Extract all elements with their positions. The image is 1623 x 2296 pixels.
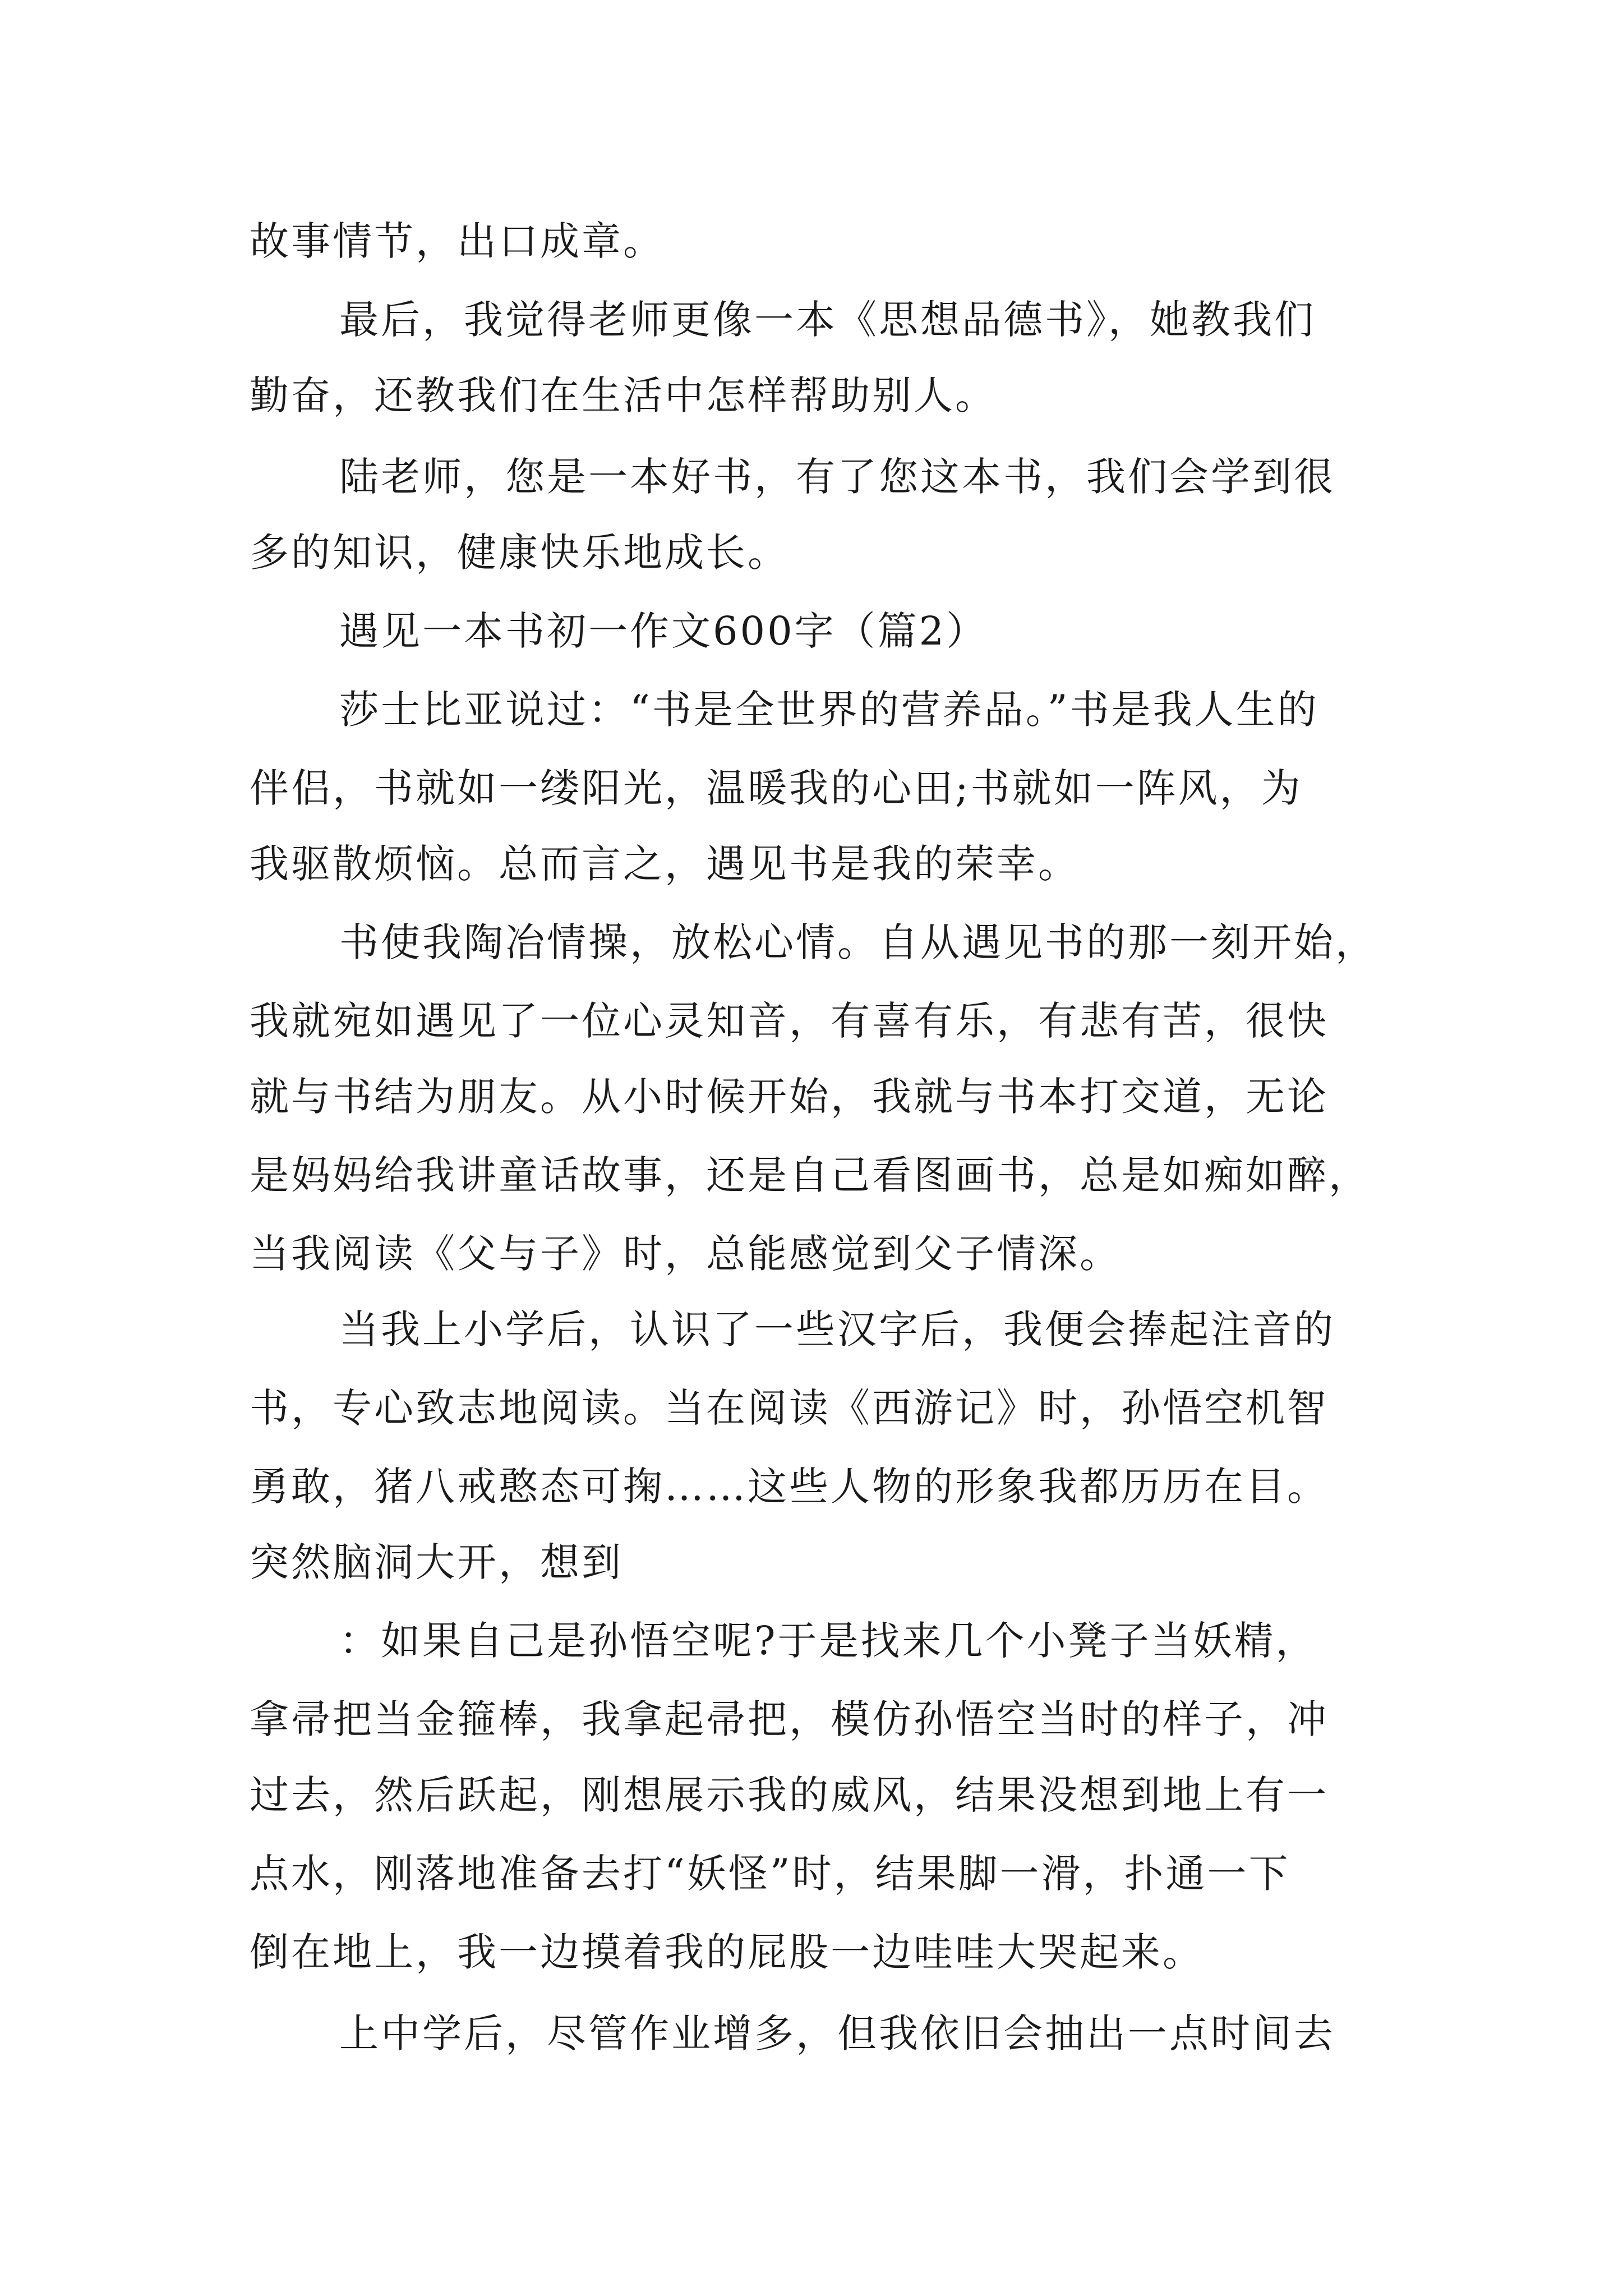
text-line: 我就宛如遇见了一位心灵知音，有喜有乐，有悲有苦，很快 xyxy=(250,998,1329,1044)
text-line: 过去，然后跃起，刚想展示我的威风，结果没想到地上有一 xyxy=(250,1772,1329,1818)
text-line: 陆老师，您是一本好书，有了您这本书，我们会学到很 xyxy=(339,454,1335,500)
text-line: 上中学后，尽管作业增多，但我依旧会抽出一点时间去 xyxy=(339,2010,1335,2056)
text-line: 我驱散烦恼。总而言之，遇见书是我的荣幸。 xyxy=(250,841,1080,887)
text-line: 勤奋，还教我们在生活中怎样帮助别人。 xyxy=(250,372,997,418)
text-line: 最后，我觉得老师更像一本《思想品德书》，她教我们 xyxy=(339,297,1316,343)
text-line: 突然脑洞大开，想到 xyxy=(250,1539,623,1585)
text-line: 倒在地上，我一边摸着我的屁股一边哇哇大哭起来。 xyxy=(250,1929,1204,1975)
text-line: 书，专心致志地阅读。当在阅读《西游记》时，孙悟空机智 xyxy=(250,1385,1329,1431)
text-line: 勇敢，猪八戒憨态可掬……这些人物的形象我都历历在目。 xyxy=(250,1464,1329,1510)
text-line: 多的知识，健康快乐地成长。 xyxy=(250,530,789,576)
text-line: 点水，刚落地准备去打“妖怪”时，结果脚一滑，扑通一下 xyxy=(250,1851,1290,1897)
text-line: ：如果自己是孙悟空呢?于是找来几个小凳子当妖精， xyxy=(339,1618,1317,1664)
text-line: 拿帚把当金箍棒，我拿起帚把，模仿孙悟空当时的样子，冲 xyxy=(250,1696,1329,1742)
text-line: 莎士比亚说过：“书是全世界的营养品。”书是我人生的 xyxy=(339,687,1319,733)
text-line: 当我上小学后，认识了一些汉字后，我便会捧起注音的 xyxy=(339,1306,1335,1352)
text-line: 书使我陶冶情操，放松心情。自从遇见书的那一刻开始， xyxy=(339,919,1377,965)
section-heading: 遇见一本书初一作文600字（篇2） xyxy=(339,608,988,654)
text-line: 故事情节，出口成章。 xyxy=(250,218,665,264)
text-line: 伴侣，书就如一缕阳光，温暖我的心田;书就如一阵风，为 xyxy=(250,765,1303,811)
text-line: 就与书结为朋友。从小时候开始，我就与书本打交道，无论 xyxy=(250,1074,1329,1120)
text-line: 当我阅读《父与子》时，总能感觉到父子情深。 xyxy=(250,1231,1121,1277)
text-line: 是妈妈给我讲童话故事，还是自己看图画书，总是如痴如醉， xyxy=(250,1152,1370,1198)
